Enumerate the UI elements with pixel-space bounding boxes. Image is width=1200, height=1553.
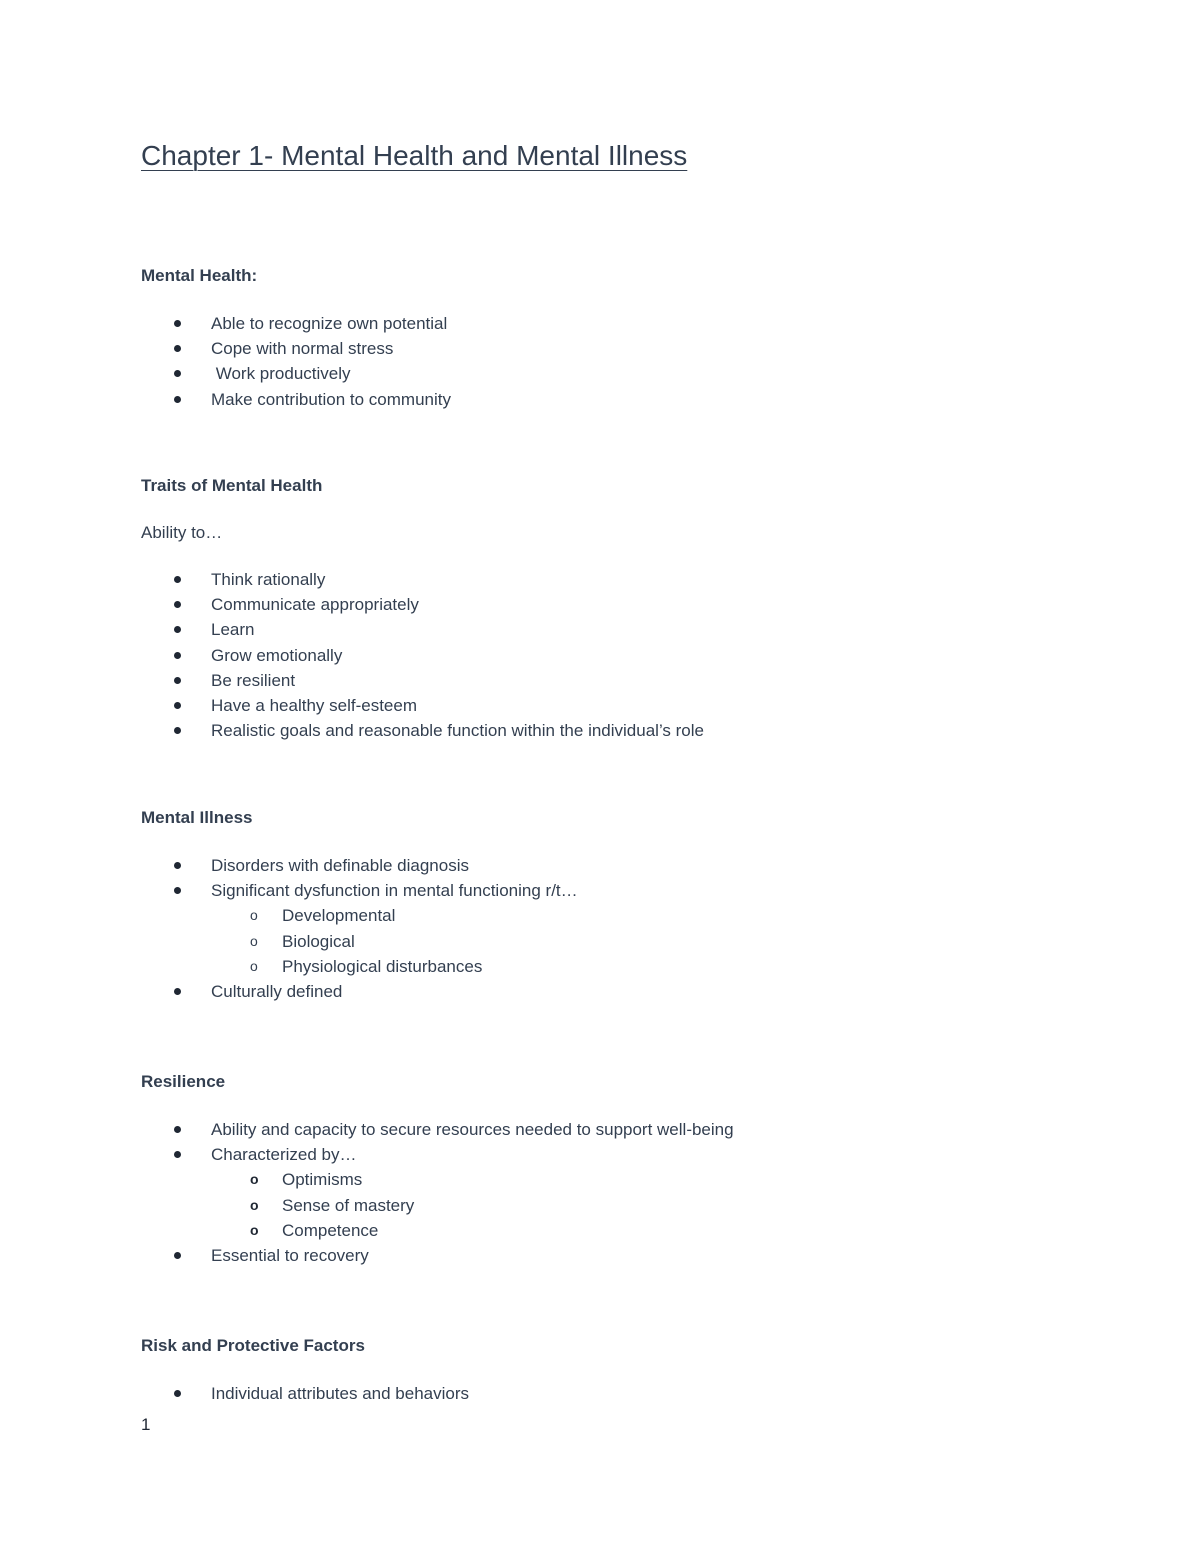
traits-list [141, 567, 704, 743]
list-item: Ability and capacity to secure resources needed to support well-being [141, 1117, 734, 1142]
list-item: Realistic goals and reasonable function within the individual’s role [141, 718, 704, 743]
mental-health-list [141, 311, 451, 412]
bullet-icon [174, 601, 181, 608]
list-item: Communicate appropriately [141, 592, 704, 617]
bullet-icon [174, 626, 181, 633]
sub-list-item: o Physiological disturbances [141, 954, 578, 979]
resilience-list [141, 1117, 734, 1268]
list-item: Think rationally [141, 567, 704, 592]
bullet-icon [174, 576, 181, 583]
list-item: Disorders with definable diagnosis [141, 853, 578, 878]
list-item: Have a healthy self-esteem [141, 693, 704, 718]
list-item: Learn [141, 617, 704, 642]
page-title: Chapter 1- Mental Health and Mental Illness [141, 140, 688, 171]
circle-bullet-icon: o [250, 957, 258, 974]
list-item: Work productively [141, 361, 451, 386]
bullet-icon [174, 1252, 181, 1259]
list-item: Characterized by… [141, 1142, 734, 1167]
list-item: Grow emotionally [141, 643, 704, 668]
bullet-icon [174, 370, 181, 377]
section-heading-resilience: Resilience [141, 1072, 226, 1091]
section-heading-mental-health: Mental Health: [141, 266, 258, 285]
mental-illness-list [141, 853, 578, 1004]
risk-list [141, 1381, 469, 1406]
bullet-icon [174, 887, 181, 894]
circle-bullet-icon: o [250, 907, 258, 924]
sub-list-item: o Optimisms [141, 1167, 734, 1192]
bullet-icon [174, 396, 181, 403]
circle-bullet-icon: o [250, 1221, 259, 1238]
list-item: Cope with normal stress [141, 336, 451, 361]
sub-list-item: o Sense of mastery [141, 1193, 734, 1218]
section-heading-traits: Traits of Mental Health [141, 476, 323, 495]
section-heading-mental-illness: Mental Illness [141, 808, 253, 827]
page-number: 1 [141, 1415, 151, 1434]
list-item: Culturally defined [141, 979, 578, 1004]
list-item: Able to recognize own potential [141, 311, 451, 336]
list-item: Make contribution to community [141, 387, 451, 412]
sub-list-item: o Biological [141, 929, 578, 954]
bullet-icon [174, 1126, 181, 1133]
sub-list-item: o Competence [141, 1218, 734, 1243]
bullet-icon [174, 345, 181, 352]
bullet-icon [174, 1151, 181, 1158]
list-item: Individual attributes and behaviors [141, 1381, 469, 1406]
bullet-icon [174, 652, 181, 659]
bullet-icon [174, 862, 181, 869]
bullet-icon [174, 1390, 181, 1397]
list-item: Significant dysfunction in mental functioning r/t… [141, 878, 578, 903]
list-item: Essential to recovery [141, 1243, 734, 1268]
sub-list-item: o Developmental [141, 903, 578, 928]
list-item: Be resilient [141, 668, 704, 693]
section-heading-risk-protective: Risk and Protective Factors [141, 1336, 365, 1355]
circle-bullet-icon: o [250, 1196, 259, 1213]
traits-intro: Ability to… [141, 523, 223, 542]
circle-bullet-icon: o [250, 1171, 259, 1188]
bullet-icon [174, 702, 181, 709]
bullet-icon [174, 320, 181, 327]
circle-bullet-icon: o [250, 932, 258, 949]
bullet-icon [174, 988, 181, 995]
bullet-icon [174, 727, 181, 734]
bullet-icon [174, 677, 181, 684]
